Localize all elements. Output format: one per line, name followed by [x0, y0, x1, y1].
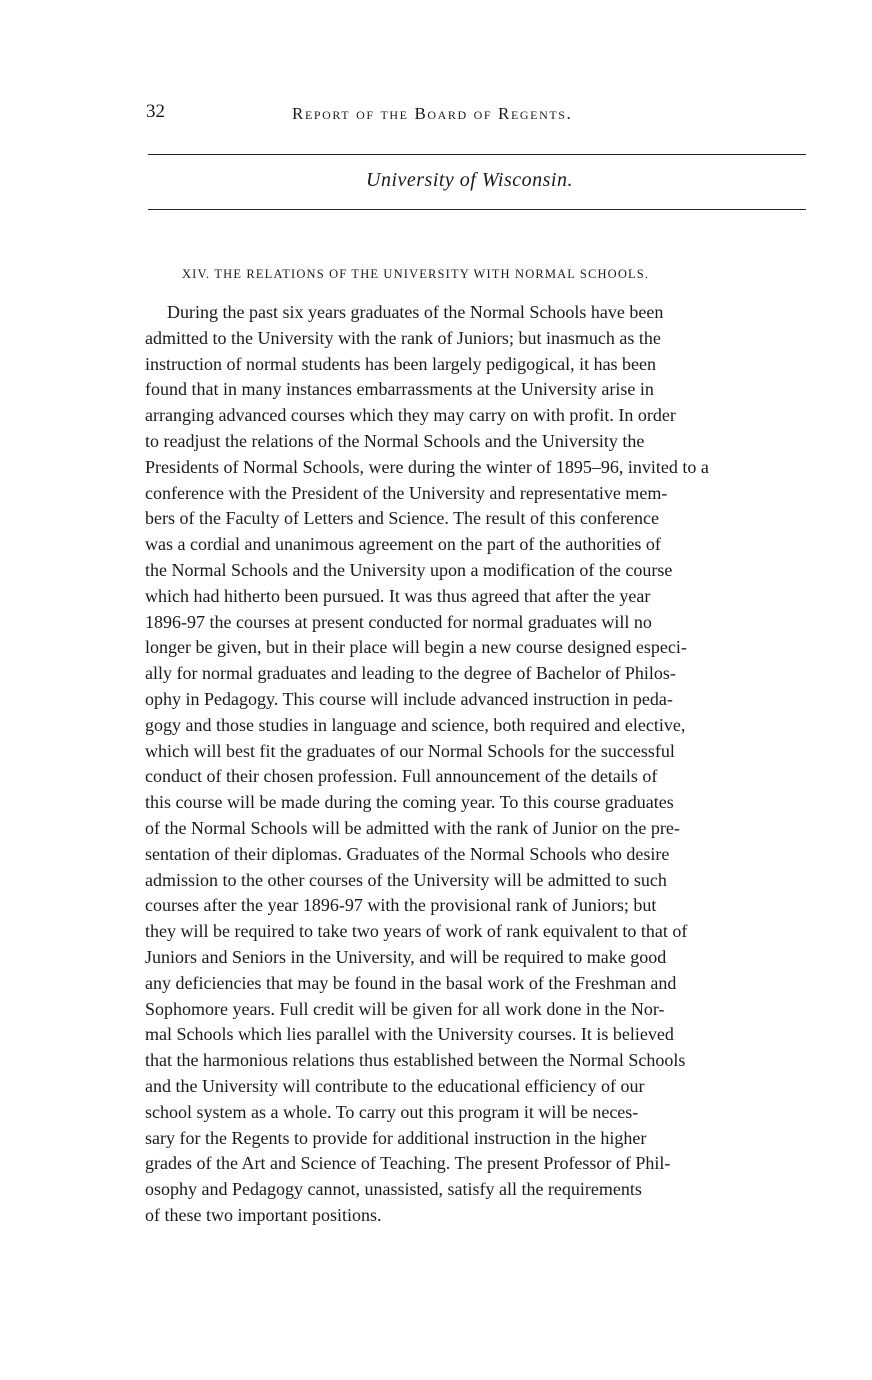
text-line: to readjust the relations of the Normal Schools and the University the — [145, 430, 645, 451]
text-line: 1896-97 the courses at present conducted for normal graduates will no — [145, 611, 652, 632]
header-rule-bottom — [148, 209, 806, 210]
text-line: longer be given, but in their place will begin a new course designed especi- — [145, 637, 687, 658]
institution-title: University of Wisconsin. — [366, 169, 573, 191]
running-title: Report of the Board of Regents. — [292, 104, 573, 123]
text-line: bers of the Faculty of Letters and Science. The result of this conference — [145, 508, 659, 529]
text-line: of these two important positions. — [145, 1204, 382, 1225]
text-line: osophy and Pedagogy cannot, unassisted, satisfy all the requirements — [145, 1179, 642, 1200]
text-line: admitted to the University with the rank of Juniors; but inasmuch as the — [145, 327, 661, 348]
text-line: that the harmonious relations thus established between the Normal Schools — [145, 1050, 686, 1071]
text-line: instruction of normal students has been largely pedigogical, it has been — [145, 353, 657, 374]
body-text — [145, 300, 709, 1229]
text-line: courses after the year 1896-97 with the provisional rank of Juniors; but — [145, 895, 657, 916]
text-line: of the Normal Schools will be admitted with the rank of Junior on the pre- — [145, 817, 680, 838]
text-line: school system as a whole. To carry out this program it will be neces- — [145, 1101, 639, 1122]
text-line: conference with the President of the University and representative mem- — [145, 482, 668, 503]
text-line: sary for the Regents to provide for additional instruction in the higher — [145, 1127, 647, 1148]
text-line: this course will be made during the coming year. To this course graduates — [145, 792, 674, 813]
text-line: mal Schools which lies parallel with the University courses. It is believed — [145, 1024, 674, 1045]
text-line: found that in many instances embarrassments at the University arise in — [145, 379, 654, 400]
text-line: Sophomore years. Full credit will be given for all work done in the Nor- — [145, 998, 665, 1019]
text-line: Juniors and Seniors in the University, and will be required to make good — [145, 946, 667, 967]
text-line: During the past six years graduates of the Normal Schools have been — [167, 302, 664, 322]
text-line: sentation of their diplomas. Graduates of the Normal Schools who desire — [145, 843, 670, 864]
text-line: they will be required to take two years of work of rank equivalent to that of — [145, 921, 688, 942]
text-line: Presidents of Normal Schools, were during the winter of 1895–96, invited to a — [145, 456, 709, 477]
text-line: gogy and those studies in language and science, both required and elective, — [145, 714, 686, 735]
text-line: conduct of their chosen profession. Full announcement of the details of — [145, 766, 658, 787]
text-line: which had hitherto been pursued. It was thus agreed that after the year — [145, 585, 651, 606]
text-line: grades of the Art and Science of Teaching. The present Professor of Phil- — [145, 1153, 671, 1174]
section-heading: XIV. THE RELATIONS OF THE UNIVERSITY WITH NORMAL SCHOOLS. — [182, 267, 650, 281]
text-line: admission to the other courses of the University will be admitted to such — [145, 869, 667, 890]
text-line: and the University will contribute to the educational efficiency of our — [145, 1075, 645, 1096]
header-rule-top — [148, 154, 806, 155]
text-line: which will best fit the graduates of our Normal Schools for the successful — [145, 740, 675, 761]
page-number: 32 — [146, 101, 165, 122]
text-line: ophy in Pedagogy. This course will include advanced instruction in peda- — [145, 688, 673, 709]
text-line: arranging advanced courses which they may carry on with profit. In order — [145, 405, 676, 426]
text-line: was a cordial and unanimous agreement on the part of the authorities of — [145, 534, 661, 555]
text-line: any deficiencies that may be found in the basal work of the Freshman and — [145, 972, 677, 993]
text-line: ally for normal graduates and leading to the degree of Bachelor of Philos- — [145, 663, 676, 684]
text-line: the Normal Schools and the University upon a modification of the course — [145, 559, 673, 580]
